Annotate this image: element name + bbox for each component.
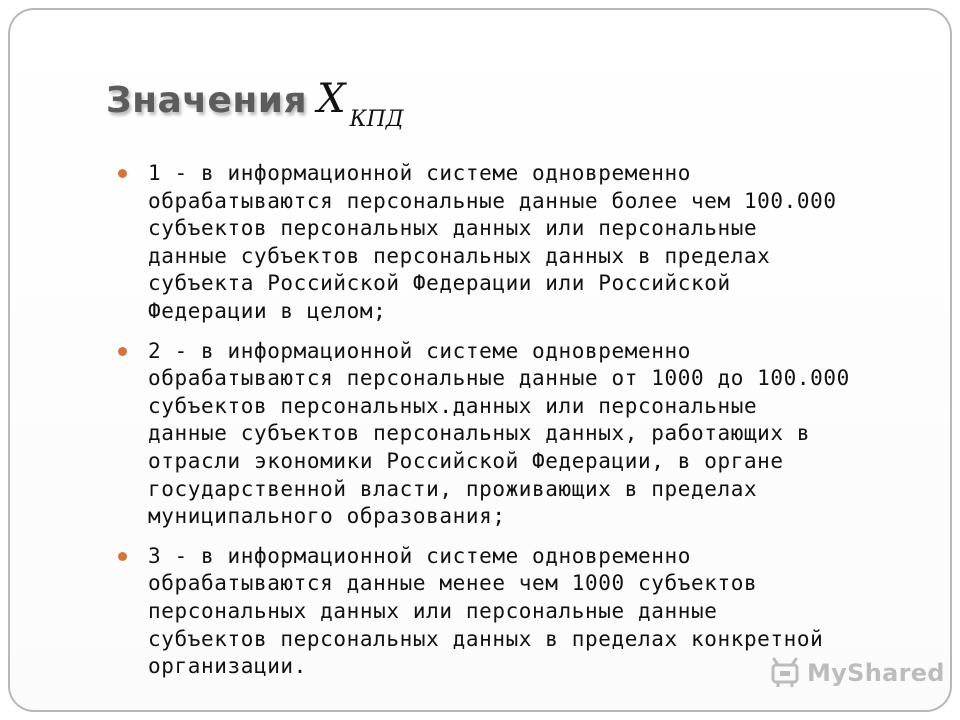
bullet-dot-icon xyxy=(118,347,127,356)
title-subscript: КПД xyxy=(349,107,404,132)
bullet-dot-icon xyxy=(118,552,127,561)
list-item xyxy=(118,338,933,531)
title-word: Значения xyxy=(106,80,308,121)
list-item-text: 3 - в информационной системе одновременно обрабатываются данные менее чем 1000 субъектов персональных данных или персональные данные субъектов персональных данных в пределах конкретной организации. xyxy=(148,543,824,679)
bullet-dot-icon xyxy=(118,169,127,178)
title-variable: X xyxy=(317,76,346,122)
bullet-list xyxy=(118,160,933,693)
slide-title xyxy=(106,76,404,146)
list-item-text: 2 - в информационной системе одновременно обрабатываются персональные данные от 1000 до 100.000 субъектов персональных.данных или персональные данные субъектов персональных данных, работающих в отрасли экономики Российской Федерации, в органе государственной власти, проживающих в пределах муниципального образования; xyxy=(148,338,850,529)
list-item xyxy=(118,160,933,326)
myshared-logo-icon xyxy=(768,656,802,690)
list-item-text: 1 - в информационной системе одновременно обрабатываются персональные данные более чем 100.000 субъектов персональных данных или персональные данные субъектов персональных данных в пределах субъекта Российской Федерации или Российской Федерации в целом; xyxy=(148,161,837,323)
slide xyxy=(8,8,952,712)
watermark xyxy=(768,656,945,690)
watermark-text: MyShared xyxy=(807,659,945,687)
